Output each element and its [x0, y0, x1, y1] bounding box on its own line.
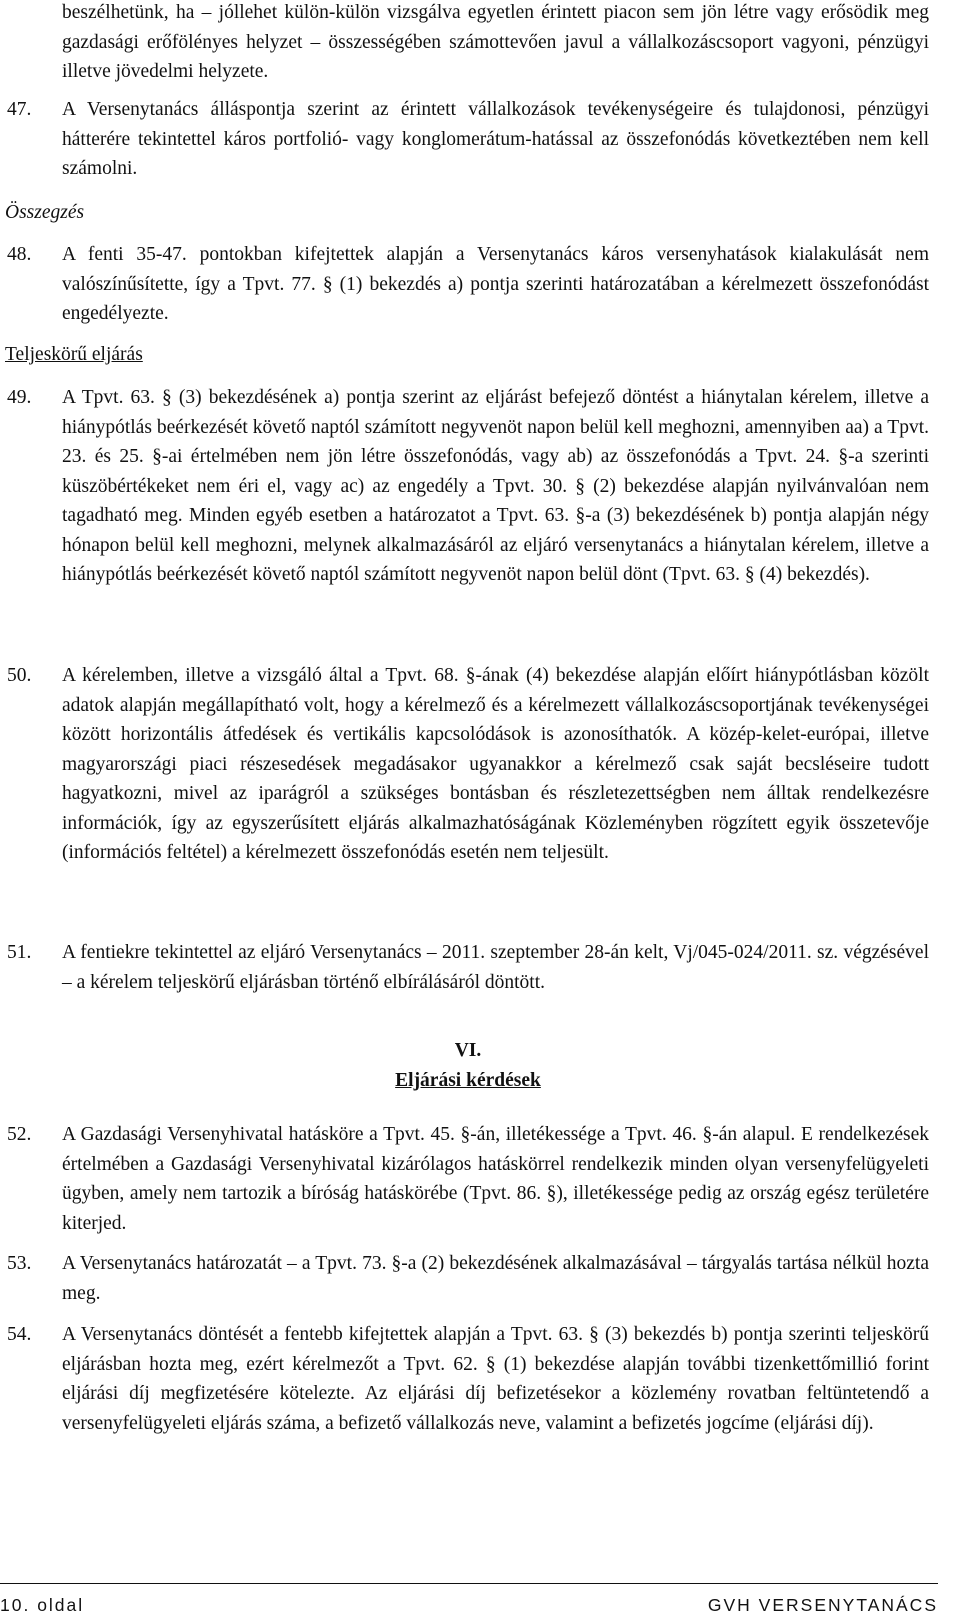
intro-paragraph: beszélhetünk, ha – jóllehet külön-külön vizsgálva egyetlen érintett piacon sem jön létre vagy erősödik meg gazdasági erőfölényes helyzet – összességében számottevően javul a vállalkozáscsoport vagyoni, pénzügyi illetve jövedelmi helyzete.: [62, 2, 929, 82]
paragraph-number: 49.: [7, 387, 32, 408]
paragraph-number: 53.: [7, 1253, 32, 1274]
paragraph-48: [7, 240, 929, 329]
paragraph-text: A Versenytanács döntését a fentebb kifejtettek alapján a Tpvt. 63. § (3) bekezdés b) pontja szerinti teljeskörű eljárásban hozta meg, ezért kérelmezőt a Tpvt. 62. § (1) bekezdése alapján további tizenkettőmillió forint eljárási díj megfizetésére kötelezte. Az eljárási díj befizetésekor a közlemény rovatban feltüntetendő a versenyfelügyeleti eljárás száma, a befizető vállalkozás neve, valamint a befizetés jogcíme (eljárási díj).: [62, 1324, 929, 1434]
paragraph-text: A Tpvt. 63. § (3) bekezdésének a) pontja szerint az eljárást befejező döntést a hiánytalan kérelem, illetve a hiánypótlás beérkezését követő naptól számított negyvenöt napon belül kell meghozni, amennyiben aa) a Tpvt. 23. és 25. §-ai értelmében nem jön létre összefonódás, vagy ab) az összefonódás a Tpvt. 24. §-a szerinti küszöbértékeket nem éri el, vagy ac) az engedély a Tpvt. 30. § (2) bekezdése alapján nyilvánvalóan nem tagadható meg. Minden egyéb esetben a határozatot a Tpvt. 63. §-a (3) bekezdésének b) pontja alapján négy hónapon belül kell meghozni, melynek alkalmazásáról az eljáró versenytanács a hiánytalan kérelem, illetve a hiánypótlás beérkezését követő naptól számított negyvenöt napon belül dönt (Tpvt. 63. § (4) bekezdés).: [62, 387, 929, 585]
paragraph-text: A fenti 35-47. pontokban kifejtettek alapján a Versenytanács káros versenyhatások kialakulását nem valószínűsítette, így a Tpvt. 77. § (1) bekezdés a) pontja szerinti határozatában a kérelmezett összefonódást engedélyezte.: [62, 244, 929, 324]
paragraph-number: 50.: [7, 665, 32, 686]
paragraph-52: [7, 1120, 929, 1238]
paragraph-text: A fentiekre tekintettel az eljáró Versenytanács – 2011. szeptember 28-án kelt, Vj/045-024/2011. sz. végzésével – a kérelem teljeskörű eljárásban történő elbírálásáról döntött.: [62, 942, 929, 993]
paragraph-50: [7, 661, 929, 868]
page-footer: [0, 1583, 938, 1621]
section-title: Eljárási kérdések: [395, 1070, 541, 1091]
heading-full-procedure: Teljeskörű eljárás: [5, 344, 143, 365]
heading-summary: Összegzés: [5, 202, 85, 223]
paragraph-number: 52.: [7, 1124, 32, 1145]
paragraph-number: 48.: [7, 244, 32, 265]
paragraph-text: A Gazdasági Versenyhivatal hatásköre a Tpvt. 45. §-án, illetékessége a Tpvt. 46. §-án alapul. E rendelkezések értelmében a Gazdasági Versenyhivatal kizárólagos hatáskörrel rendelkezik minden olyan versenyfelügyeleti ügyben, amely nem tartozik a bíróság hatáskörébe (Tpvt. 86. §), illetékessége pedig az ország egész területére kiterjed.: [62, 1124, 929, 1234]
paragraph-number: 47.: [7, 99, 32, 120]
page-number: 10. oldal: [0, 1595, 85, 1615]
paragraph-49: [7, 383, 929, 590]
paragraph-51: [7, 938, 929, 997]
paragraph-47: [7, 95, 929, 184]
footer-organization: GVH VERSENYTANÁCS: [707, 1595, 938, 1615]
paragraph-54: [7, 1320, 929, 1438]
paragraph-53: [7, 1249, 929, 1308]
paragraph-text: A Versenytanács álláspontja szerint az érintett vállalkozások tevékenységeire és tulajdonosi, pénzügyi hátterére tekintettel káros portfolió- vagy konglomerátum-hatással az összefonódás következtében nem kell számolni.: [62, 99, 929, 179]
section-number: VI.: [454, 1040, 482, 1061]
paragraph-number: 54.: [7, 1324, 32, 1345]
paragraph-number: 51.: [7, 942, 32, 963]
paragraph-text: A kérelemben, illetve a vizsgáló által a Tpvt. 68. §-ának (4) bekezdése alapján előírt hiánypótlásban közölt adatok alapján megállapítható volt, hogy a kérelmező és a kérelmezett vállalkozáscsoportjának tevékenységei között horizontális átfedések és vertikális kapcsolódások is azonosíthatók. A közép-kelet-európai, illetve magyarországi piaci részesedések megadásakor ugyanakkor a kérelmező csak saját becsléseire tudott hagyatkozni, mivel az iparágról a szükséges bontásban és részletezettségben nem álltak rendelkezésre információk, így az egyszerűsített eljárás alkalmazhatóságának Közleményben rögzített egyik összetevője (információs feltétel) a kérelmezett összefonódás esetén nem teljesült.: [62, 665, 929, 863]
paragraph-text: A Versenytanács határozatát – a Tpvt. 73. §-a (2) bekezdésének alkalmazásával – tárgyalás tartása nélkül hozta meg.: [62, 1253, 929, 1304]
